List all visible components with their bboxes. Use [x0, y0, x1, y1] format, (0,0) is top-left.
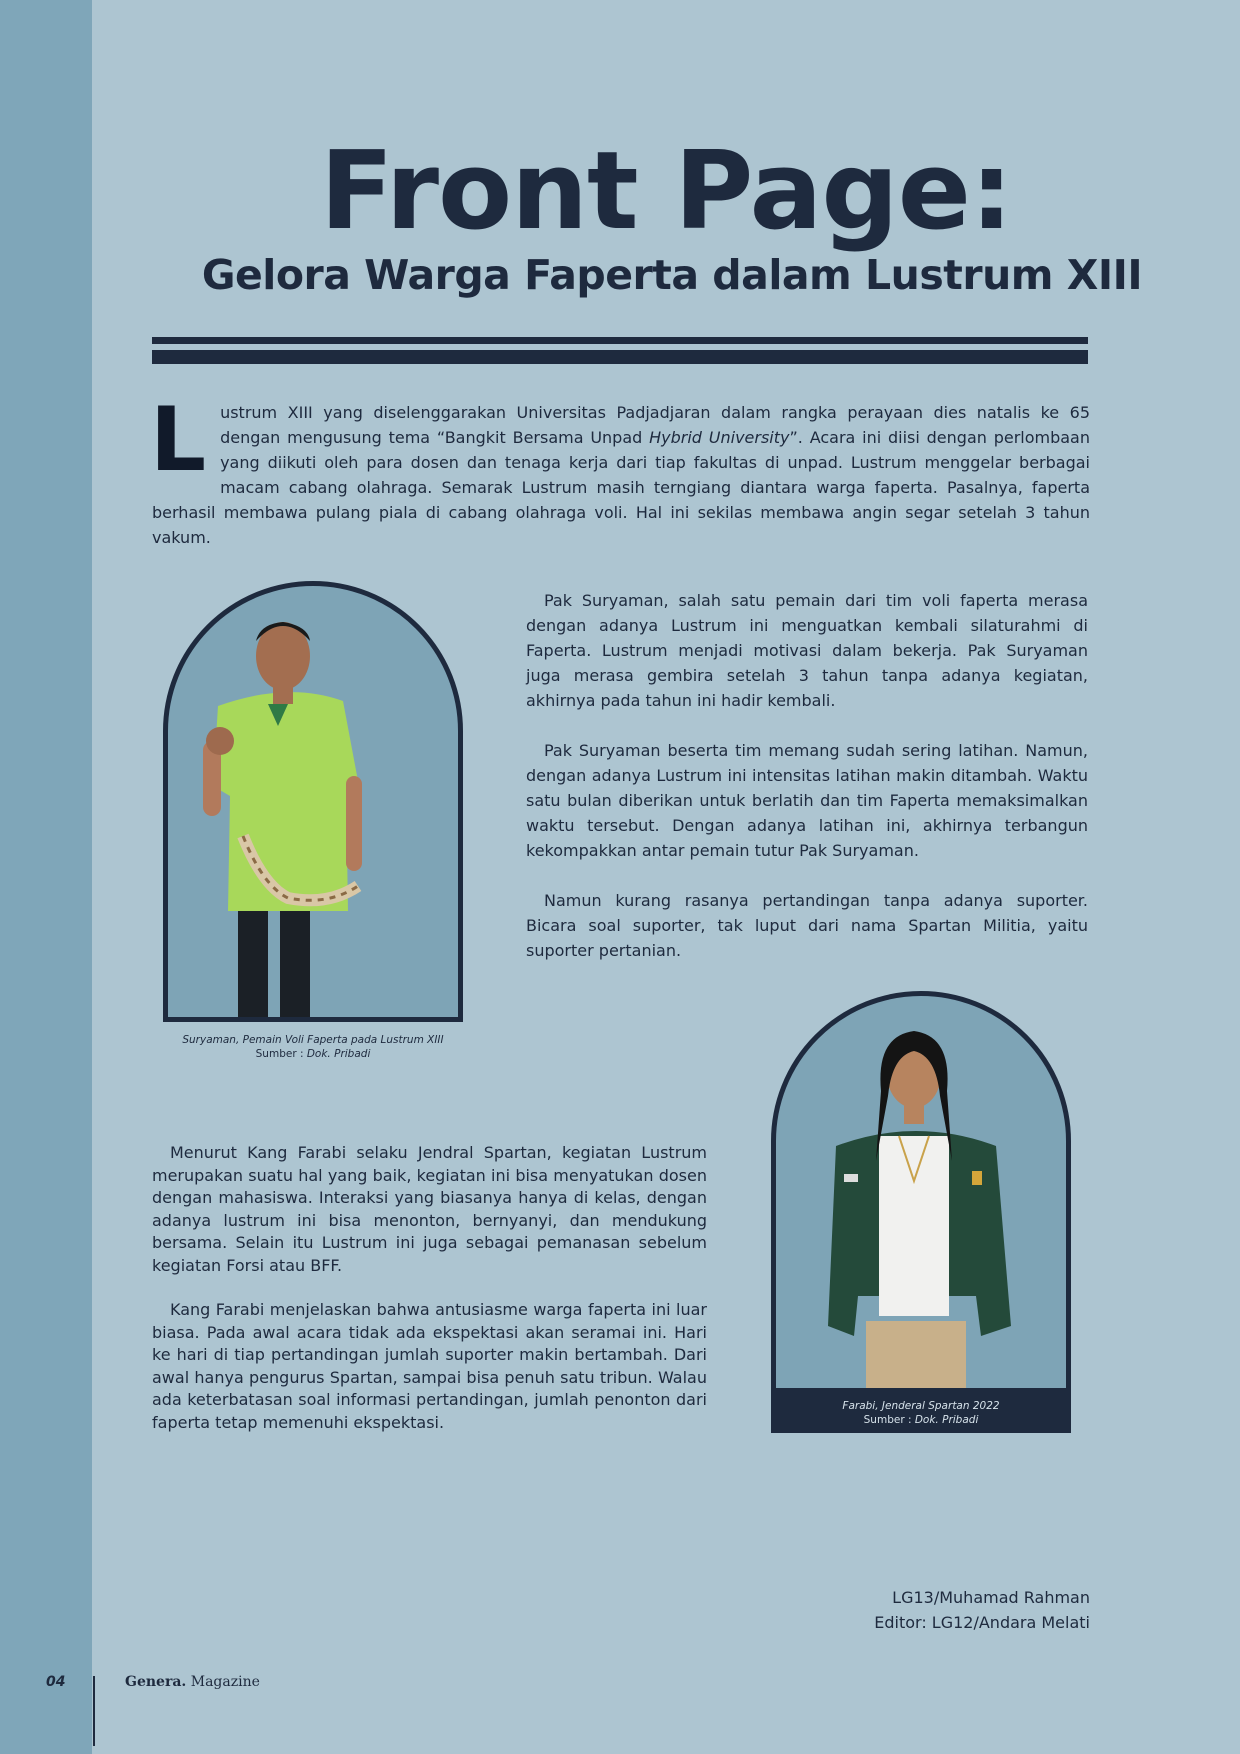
- magazine-name: [125, 1674, 260, 1690]
- drop-cap: L: [150, 388, 207, 491]
- source-label: Sumber :: [863, 1414, 915, 1426]
- right-paragraph-3: Namun kurang rasanya pertandingan tanpa adanya suporter. Bicara soal suporter, tak luput dari nama Spartan Militia, yaitu suporter pertanian.: [526, 891, 1088, 960]
- photo-caption-suryaman: [163, 1033, 463, 1061]
- right-paragraph-2: Pak Suryaman beserta tim memang sudah sering latihan. Namun, dengan adanya Lustrum ini intensitas latihan makin ditambah. Waktu satu bulan diberikan untuk berlatih dan tim Faperta memaksimalkan waktu tersebut. Dengan adanya latihan ini, akhirnya terbangun kekompakkan antar pemain tutur Pak Suryaman.: [526, 741, 1088, 860]
- person-figure-farabi: [776, 996, 1066, 1388]
- left-paragraph-2: Kang Farabi menjelaskan bahwa antusiasme warga faperta ini luar biasa. Pada awal acara tidak ada ekspektasi akan seramai ini. Hari ke hari di tiap pertandingan jumlah suporter makin bertambah. Dari awal hanya pengurus Spartan, sampai bisa penuh satu tribun. Walau ada keterbatasan soal informasi pertandingan, jumlah penonton dari faperta tetap memenuhi ekspektasi.: [152, 1300, 707, 1432]
- source-value: Dok. Pribadi: [306, 1048, 371, 1060]
- photo-caption-farabi: [771, 1399, 1071, 1427]
- title-rule-thick: [152, 350, 1088, 364]
- magazine-suffix: Magazine: [190, 1674, 260, 1690]
- page-subtitle: Gelora Warga Faperta dalam Lustrum XIII: [201, 251, 1143, 299]
- editor-credit: Editor: LG12/Andara Melati: [874, 1613, 1090, 1632]
- caption-source: [771, 1413, 1071, 1427]
- caption-text: Farabi, Jenderal Spartan 2022: [842, 1400, 1000, 1412]
- caption-source: [163, 1047, 463, 1061]
- intro-text-start: ustrum XIII yang diselenggarakan Universitas Padjadjaran dalam rangka perayaan dies natalis ke 65 dengan mengusung tema “Bangkit Bersama Unpad: [220, 403, 1090, 447]
- magazine-brand: Genera.: [125, 1674, 187, 1690]
- title-rule-thin: [152, 337, 1088, 344]
- page-number: 04: [46, 1674, 66, 1690]
- intro-paragraph: [150, 388, 1091, 550]
- source-label: Sumber :: [255, 1048, 307, 1060]
- footer-divider: [93, 1676, 95, 1746]
- article-credits: [874, 1585, 1090, 1635]
- left-color-band: [0, 0, 92, 1754]
- source-value: Dok. Pribadi: [914, 1414, 979, 1426]
- intro-text-end: ”. Acara ini diisi dengan perlombaan yang diikuti oleh para dosen dan tenaga kerja dari tiap fakultas di unpad. Lustrum menggelar berbagai macam cabang olahraga. Semarak Lustrum masih terngiang diantara warga faperta. Pasalnya, faperta berhasil membawa pulang piala di cabang olahraga voli. Hal ini sekilas membawa angin segar setelah 3 tahun vakum.: [152, 428, 1091, 547]
- person-figure-suryaman: [168, 586, 458, 1017]
- caption-text: Suryaman, Pemain Voli Faperta pada Lustrum XIII: [182, 1034, 444, 1046]
- intro-theme-italic: Hybrid University: [649, 428, 790, 447]
- photo-farabi: [771, 991, 1071, 1433]
- right-paragraph-1: Pak Suryaman, salah satu pemain dari tim voli faperta merasa dengan adanya Lustrum ini menguatkan kembali silaturahmi di Faperta. Lustrum menjadi motivasi dalam bekerja. Pak Suryaman juga merasa gembira setelah 3 tahun tanpa adanya kegiatan, akhirnya pada tahun ini hadir kembali.: [526, 591, 1088, 710]
- writer-credit: LG13/Muhamad Rahman: [892, 1588, 1090, 1607]
- page-title: Front Page:: [319, 129, 1013, 254]
- photo-suryaman: [163, 581, 463, 1022]
- left-paragraph-1: Menurut Kang Farabi selaku Jendral Spartan, kegiatan Lustrum merupakan suatu hal yang baik, kegiatan ini bisa menyatukan dosen dengan mahasiswa. Interaksi yang biasanya hanya di kelas, dengan adanya lustrum ini bisa menonton, bernyanyi, dan mendukung bersama. Selain itu Lustrum ini juga sebagai pemanasan sebelum kegiatan Forsi atau BFF.: [152, 1143, 707, 1275]
